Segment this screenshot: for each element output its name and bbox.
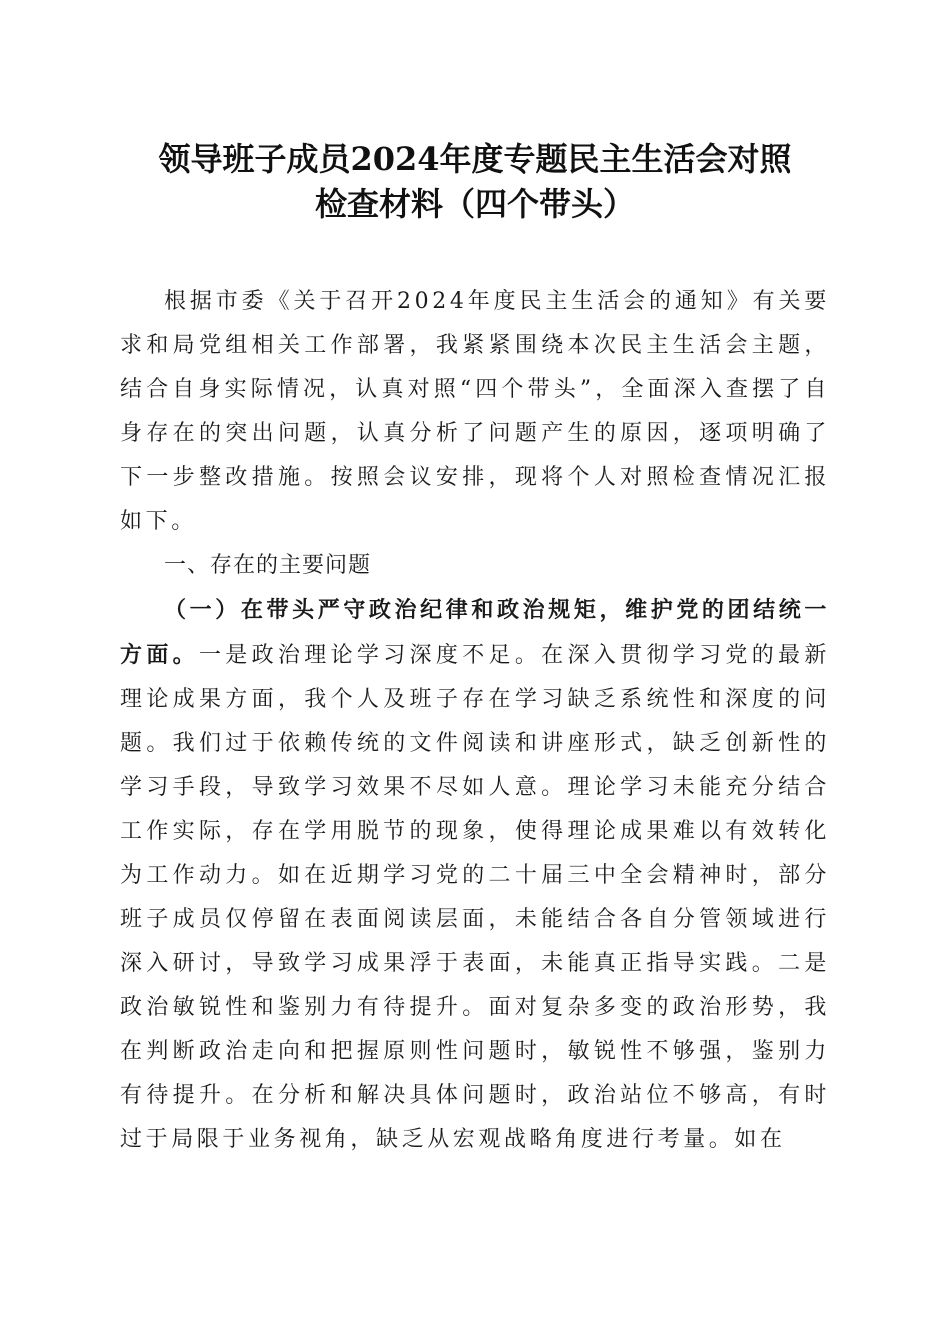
subsection-paragraph-1 (120, 588, 830, 1162)
section-heading-1: 一、存在的主要问题 (164, 553, 372, 578)
document-title-line-1: 领导班子成员2024年度专题民主生活会对照 (158, 140, 792, 178)
document-body (120, 280, 830, 1162)
subsection-title-1: （一）在带头严守政治纪律和政治规矩，维护党的团结统一方面。 (120, 597, 830, 668)
document-title-line-2: 检查材料（四个带头） (314, 185, 635, 223)
subsection-body-1: 一是政治理论学习深度不足。在深入贯彻学习党的最新理论成果方面，我个人及班子存在学习缺乏系统性和深度的问题。我们过于依赖传统的文件阅读和讲座形式，缺乏创新性的学习手段，导致学习效果不尽如人意。理论学习未能充分结合工作实际，存在学用脱节的现象，使得理论成果难以有效转化为工作动力。如在近期学习党的二十届三中全会精神时，部分班子成员仅停留在表面阅读层面，未能结合各自分管领域进行深入研讨，导致学习成果浮于表面，未能真正指导实践。二是政治敏锐性和鉴别力有待提升。面对复杂多变的政治形势，我在判断政治走向和把握原则性问题时，敏锐性不够强，鉴别力有待提升。在分析和解决具体问题时，政治站位不够高，有时过于局限于业务视角，缺乏从宏观战略角度进行考量。如在 (120, 643, 830, 1152)
intro-paragraph: 根据市委《关于召开2024年度民主生活会的通知》有关要求和局党组相关工作部署，我紧紧围绕本次民主生活会主题，结合自身实际情况，认真对照“四个带头”，全面深入查摆了自身存在的突出问题，认真分析了问题产生的原因，逐项明确了下一步整改措施。按照会议安排，现将个人对照检查情况汇报如下。 (120, 289, 830, 534)
